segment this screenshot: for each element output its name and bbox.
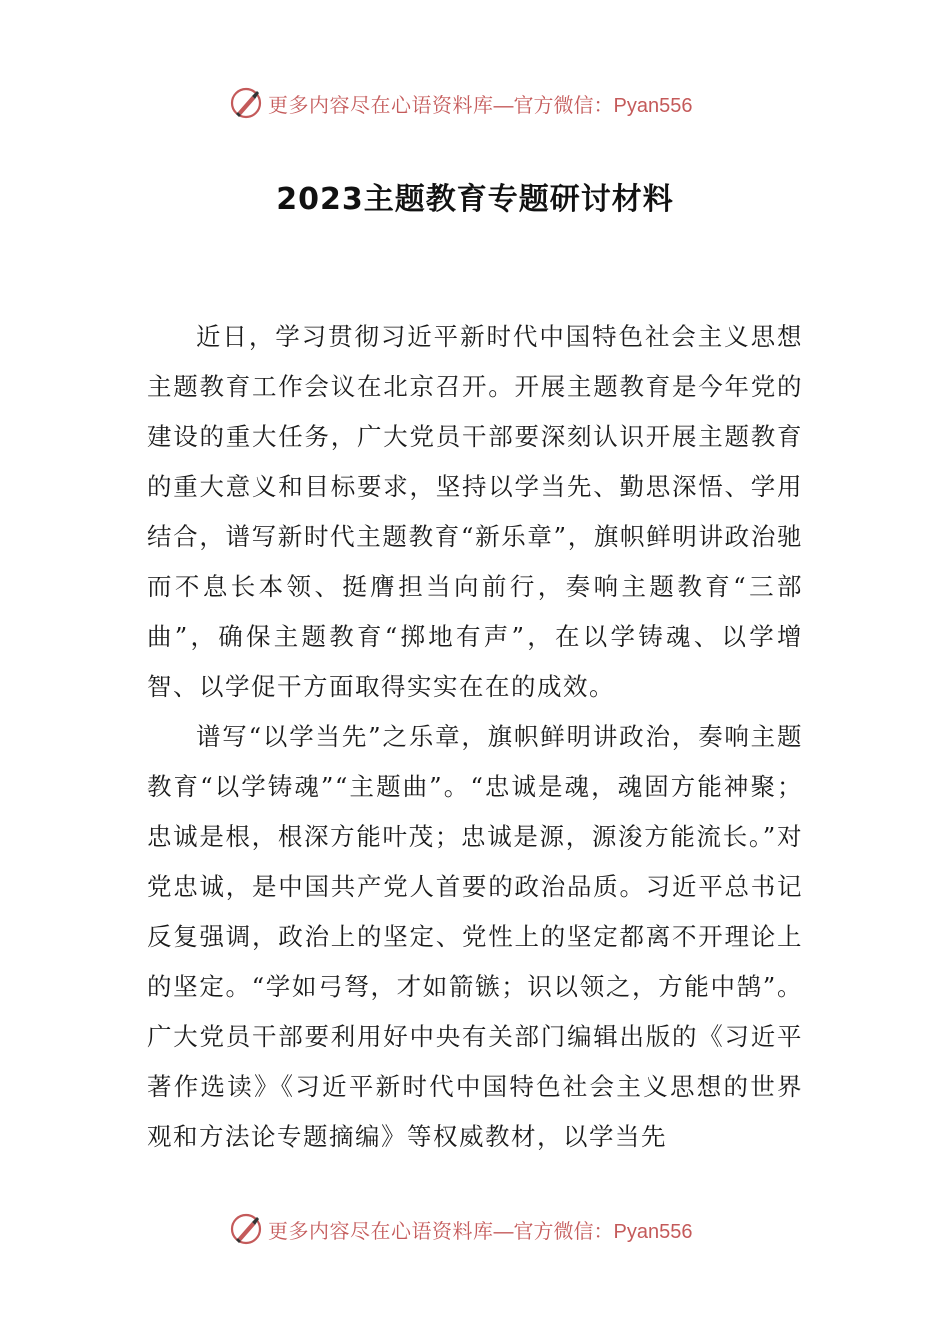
footer-contact-text: —官方微信：Pyan556 bbox=[493, 1220, 693, 1243]
footer-brand-text: 更多内容尽在心语资料库 bbox=[268, 1218, 494, 1243]
document-title: 2023主题教育专题研讨材料 bbox=[276, 182, 674, 217]
footer-watermark-banner bbox=[228, 1209, 692, 1249]
paragraph-1: 近日，学习贯彻习近平新时代中国特色社会主义思想主题教育工作会议在北京召开。开展主题教育是今年党的建设的重大任务，广大党员干部要深刻认识开展主题教育的重大意义和目标要求，坚持以学当先、勤思深悟、学用结合，谱写新时代主题教育“新乐章”，旗帜鲜明讲政治驰而不息长本领、挺膺担当向前行，奏响主题教育“三部曲”，确保主题教育“掷地有声”，在以学铸魂、以学增智、以学促干方面取得实实在在的成效。 bbox=[147, 322, 803, 701]
header-brand-text: 更多内容尽在心语资料库 bbox=[268, 92, 494, 117]
header-contact-text: —官方微信：Pyan556 bbox=[493, 94, 693, 117]
paragraph-2: 谱写“以学当先”之乐章，旗帜鲜明讲政治，奏响主题教育“以学铸魂”“主题曲”。“忠诚是魂，魂固方能神聚；忠诚是根，根深方能叶茂；忠诚是源，源浚方能流长。”对党忠诚，是中国共产党人首要的政治品质。习近平总书记反复强调，政治上的坚定、党性上的坚定都离不开理论上的坚定。“学如弓弩，才如箭镞；识以领之，方能中鹄”。广大党员干部要利用好中央有关部门编辑出版的《习近平著作选读》《习近平新时代中国特色社会主义思想的世界观和方法论专题摘编》等权威教材，以学当先 bbox=[147, 722, 803, 1151]
pen-nib-logo-icon bbox=[228, 1211, 264, 1247]
pen-nib-logo-icon bbox=[228, 85, 264, 121]
header-watermark-banner bbox=[228, 83, 692, 123]
document-body bbox=[147, 312, 803, 1162]
